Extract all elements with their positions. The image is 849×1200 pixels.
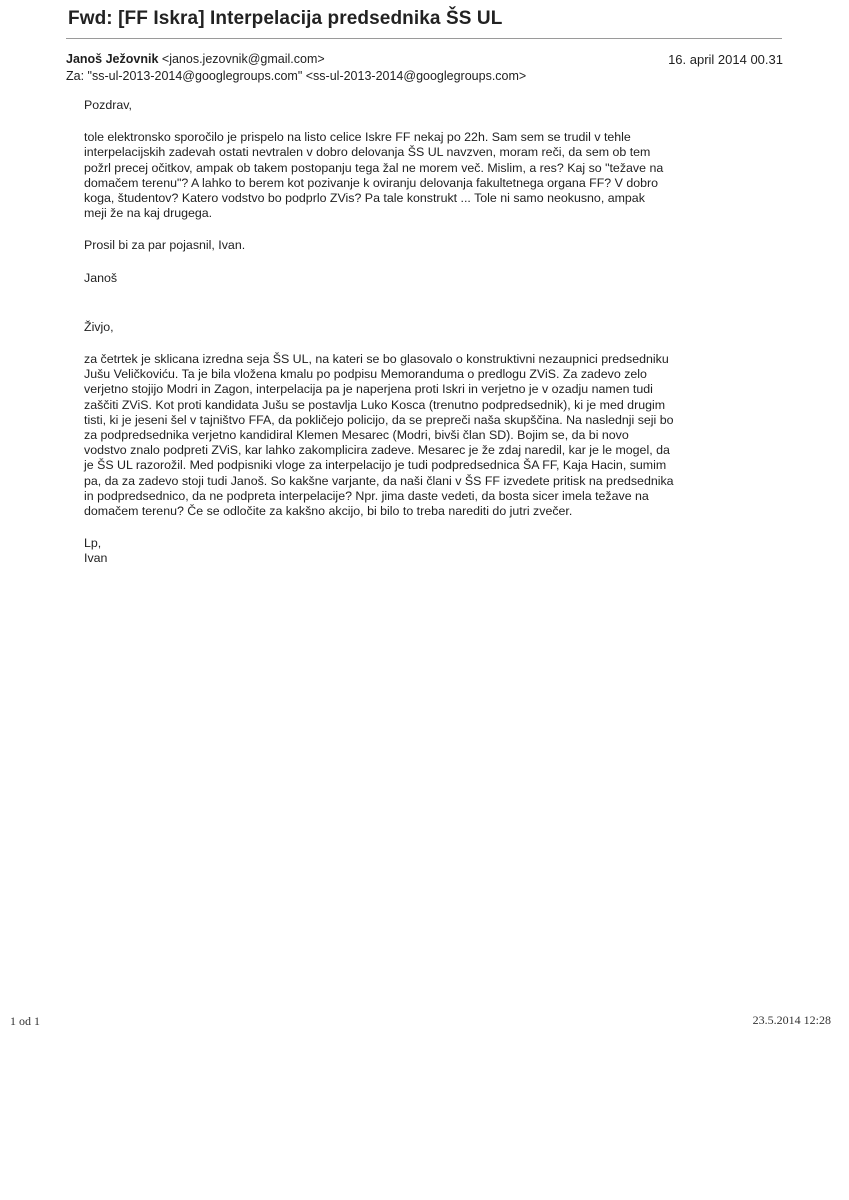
sender-name: Janoš Ježovnik	[66, 52, 159, 66]
paragraph-1-line: meji že na kaj drugega.	[84, 206, 213, 221]
subject-divider	[66, 38, 782, 39]
paragraph-3-line: je ŠS UL razorožil. Med podpisniki vloge za interpelacijo je tudi podpredsednica ŠA FF, Kaja Hacin, sumim	[84, 458, 667, 473]
paragraph-3-line: domačem terenu? Če se odločite za kakšno akcijo, bi bilo to treba narediti do jutri zvečer.	[84, 504, 573, 519]
paragraph-3-line: za podpredsednika verjetno kandidiral Klemen Mesarec (Modri, bivši član SD). Bojim se, da bi novo	[84, 428, 629, 443]
page-number: 1 od 1	[10, 1014, 40, 1028]
email-subject: Fwd: [FF Iskra] Interpelacija predsednika ŠS UL	[68, 8, 503, 29]
paragraph-1	[84, 130, 784, 221]
paragraph-1-line: požrl precej očitkov, ampak ob takem postopanju tega žal ne morem več. Mislim, a res? Kaj so "težave na	[84, 160, 664, 175]
closing: Lp,	[84, 536, 102, 551]
greeting-1: Pozdrav,	[84, 98, 132, 112]
email-body	[84, 98, 784, 567]
sender-line	[66, 52, 325, 66]
paragraph-1-line: tole elektronsko sporočilo je prispelo na listo celice Iskre FF nekaj po 22h. Sam sem se trudil v tehle	[84, 130, 631, 145]
recipient-line: Za: "ss-ul-2013-2014@googlegroups.com" <ss-ul-2013-2014@googlegroups.com>	[66, 69, 527, 83]
paragraph-3-line: verjetno stojijo Modri in Zagon, interpelacija pa je naperjena proti Iskri in verjetno je v ozadju namen tudi	[84, 382, 653, 397]
sender-email: <janos.jezovnik@gmail.com>	[161, 52, 325, 66]
paragraph-3-line: vodstvo znalo podpreti ZViS, kar lahko zakomplicira zadeve. Mesarec je že zdaj naredil, kar je le mogel, da	[84, 443, 670, 458]
paragraph-1-line: interpelacijskih zadevah ostati nevtralen v dobro delovanja ŠS UL navzven, moram reči, da sem ob tem	[84, 145, 651, 160]
email-date: 16. april 2014 00.31	[668, 52, 783, 67]
paragraph-1-line: koga, študentov? Katero vodstvo bo podprlo ZVis? Pa tale konstrukt ... Tole ni samo neokusno, ampak	[84, 191, 645, 206]
greeting-2: Živjo,	[84, 319, 114, 334]
paragraph-2: Prosil bi za par pojasnil, Ivan.	[84, 238, 246, 253]
signature-1: Janoš	[84, 270, 118, 285]
paragraph-3-line: Jušu Veličkoviću. Ta je bila vložena kmalu po podpisu Memoranduma o predlogu ZViS. Za zadevo zelo	[84, 367, 647, 382]
signature-2: Ivan	[84, 551, 108, 566]
paragraph-3-line: pa, da za zadevo stoji tudi Janoš. So kakšne varjante, da naši člani v ŠS FF izvedete pritisk na predsednika	[84, 473, 674, 488]
paragraph-3-line: tisti, ki je jeseni šel v tajništvo FFA, da pokličejo policijo, da se prepreči naša skupščina. Na naslednji seji bo	[84, 412, 674, 427]
paragraph-3-line: za četrtek je sklicana izredna seja ŠS UL, na kateri se bo glasovalo o konstruktivni nezaupnici predsedniku	[84, 352, 669, 367]
paragraph-3-line: zaščiti ZViS. Kot proti kandidata Jušu se postavlja Luko Kosca (trenutno podpredsednik), ki je med drugim	[84, 397, 666, 412]
paragraph-3-line: in podpredsednico, da ne podpreta interpelacije? Npr. jima daste vedeti, da bosta sicer imela težave na	[84, 488, 649, 503]
paragraph-1-line: domačem terenu"? A lahko to berem kot pozivanje k oviranju delovanja fakultetnega organa FF? V dobro	[84, 175, 659, 190]
paragraph-3	[84, 352, 784, 519]
print-timestamp: 23.5.2014 12:28	[752, 1013, 831, 1027]
